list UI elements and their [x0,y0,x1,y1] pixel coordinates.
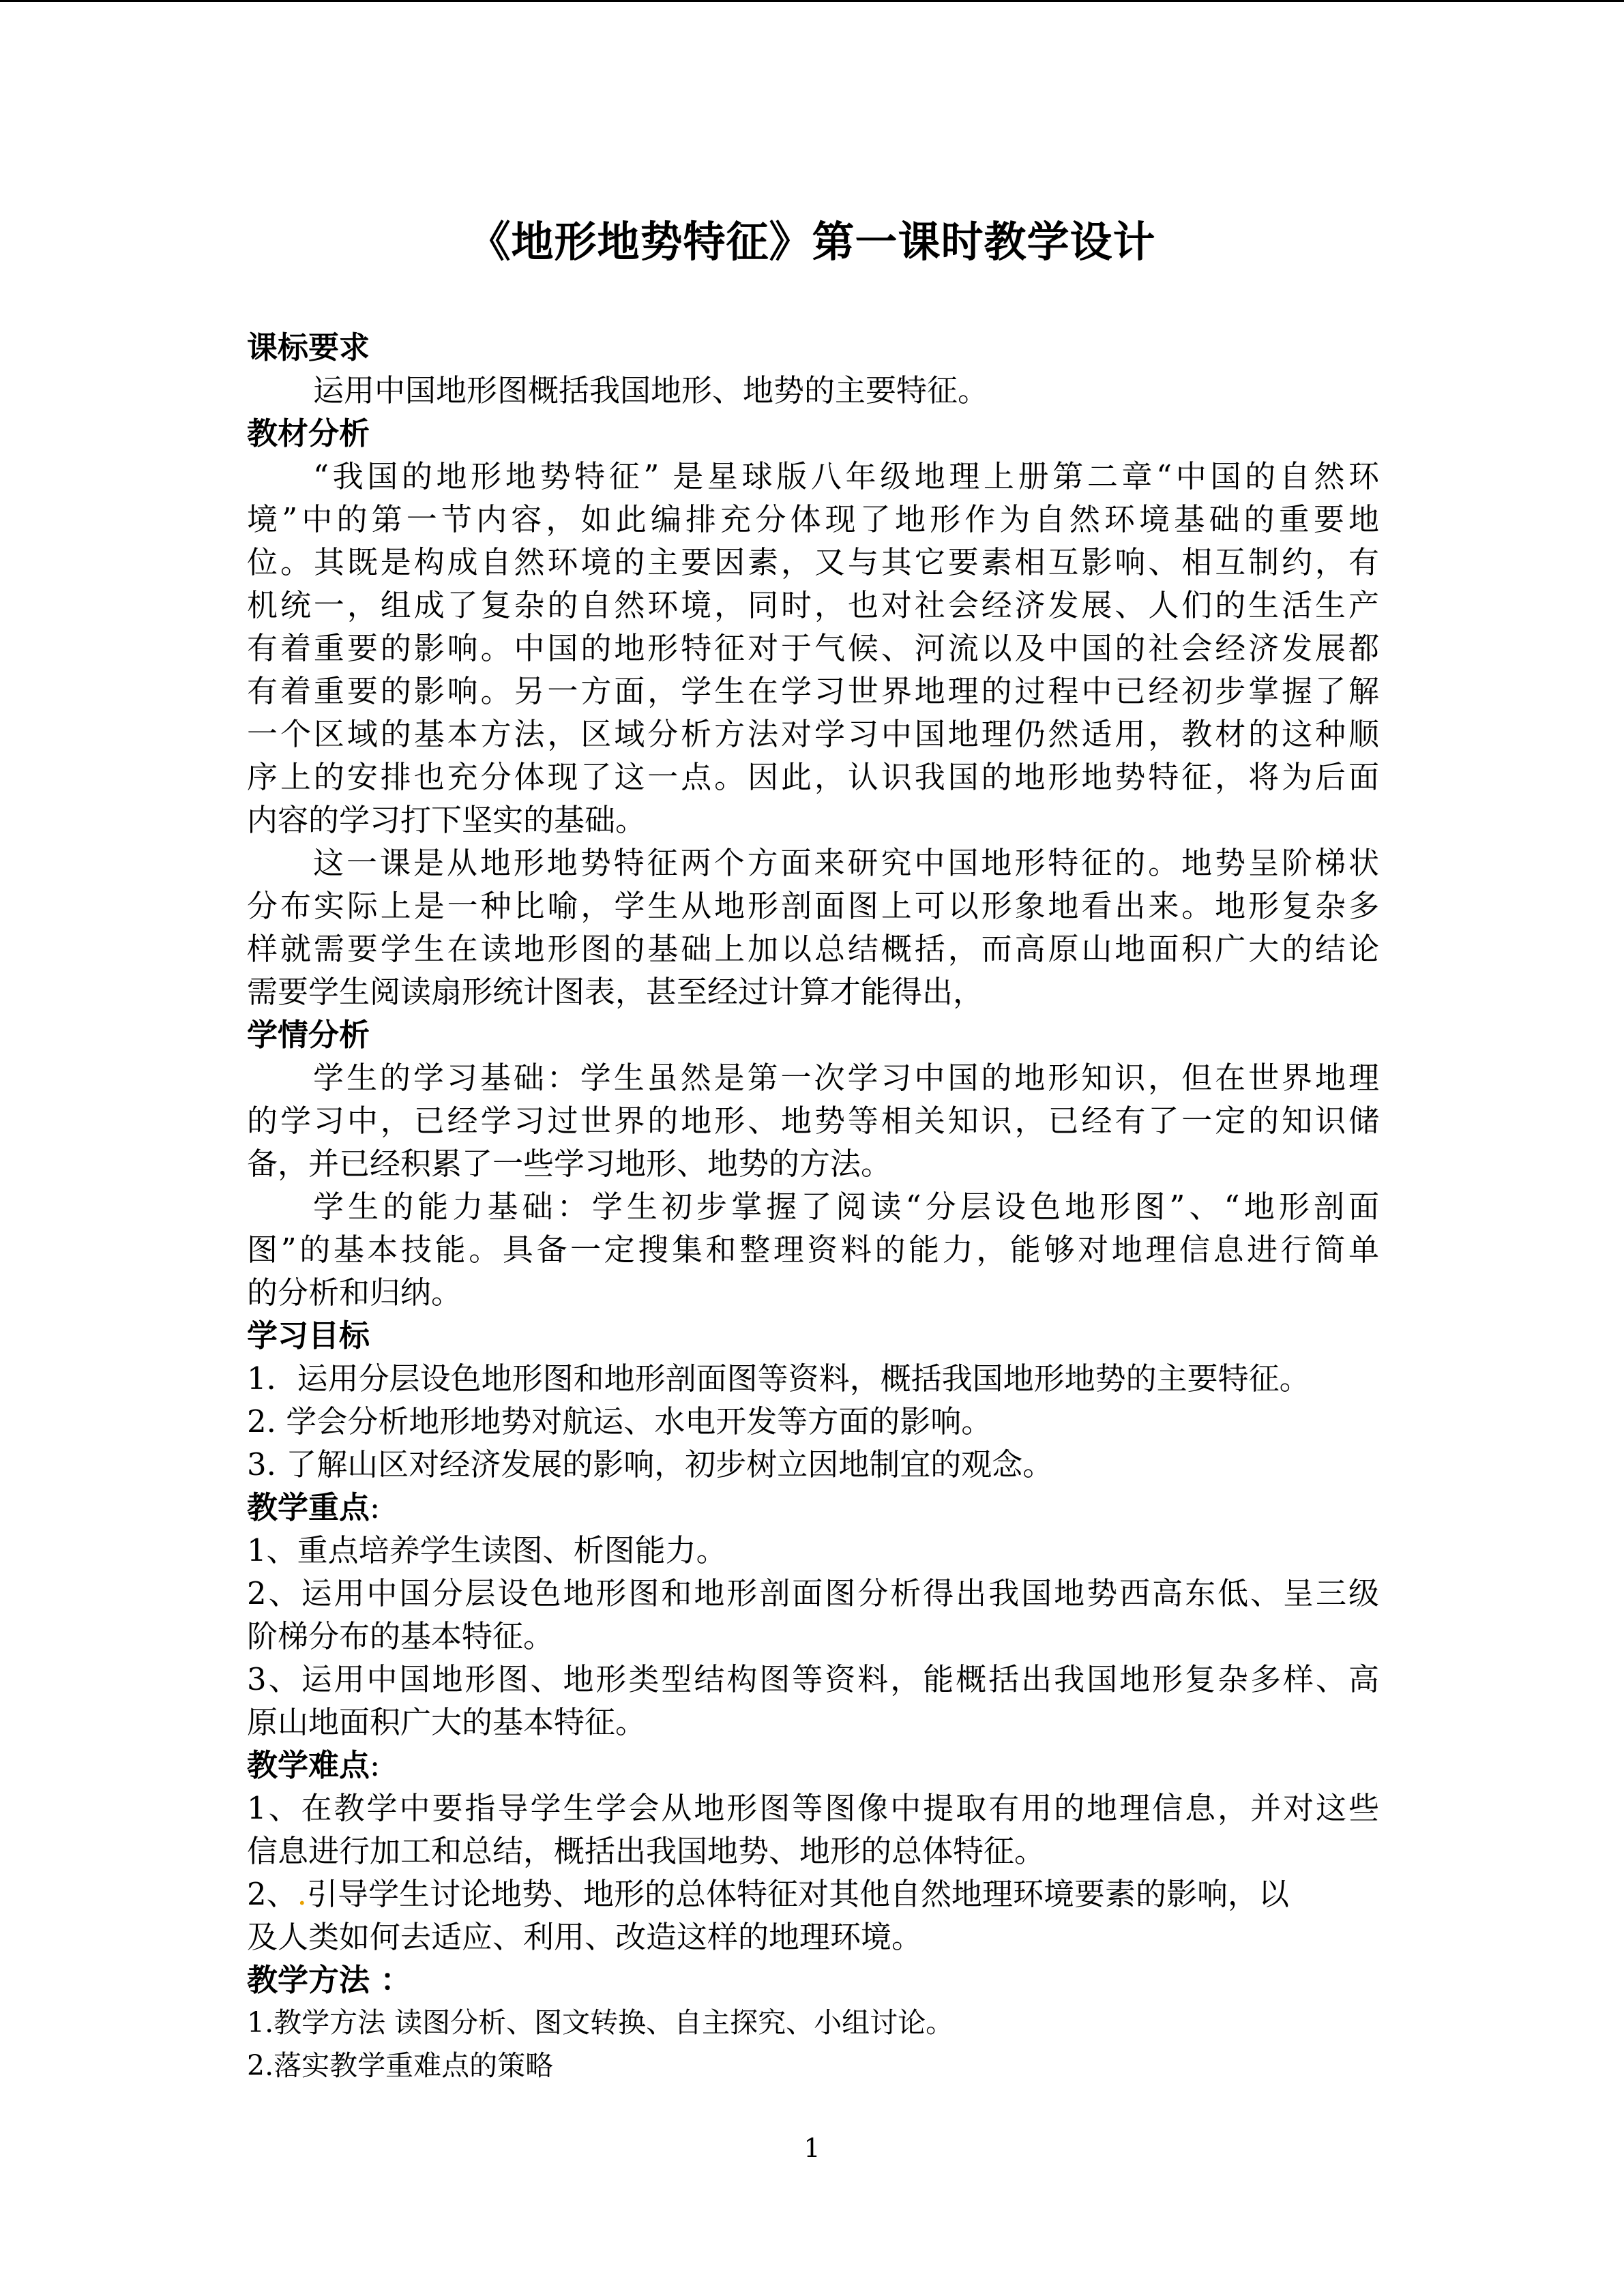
difficulty-item2-prefix: 2、 [247,1876,297,1912]
textbook-p1-line: 位。其既是构成自然环境的主要因素，又与其它要素相互影响、相互制约，有 [247,544,1379,580]
goal-item: 2. 学会分析地形地势对航运、水电开发等方面的影响。 [247,1403,992,1440]
key-points-colon: : [370,1489,381,1525]
method-line: 1.教学方法 读图分析、图文转换、自主探究、小组讨论。 [247,2006,954,2039]
section-heading-methods: 教学方法 ： [247,1962,411,1998]
learner-p1-line: 的学习中，已经学习过世界的地形、地势等相关知识，已经有了一定的知识储 [247,1103,1379,1139]
document-body [247,326,1379,2087]
key-point-line: 原山地面积广大的基本特征。 [247,1704,647,1740]
page-top-rule [0,0,1624,2]
standard-line: 运用中国地形图概括我国地形、地势的主要特征。 [313,372,989,408]
goal-item: 3. 了解山区对经济发展的影响，初步树立因地制宜的观念。 [247,1446,1054,1482]
section-heading-difficulties-row [247,1744,1379,1787]
textbook-p1-line: 序上的安排也充分体现了这一点。因此，认识我国的地形地势特征，将为后面 [247,759,1379,795]
section-heading-textbook: 教材分析 [247,415,370,451]
difficulty-line: 信息进行加工和总结，概括出我国地势、地形的总体特征。 [247,1833,1046,1869]
textbook-p1-line: 内容的学习打下坚实的基础。 [247,802,647,838]
goal-item: 1．运用分层设色地形图和地形剖面图等资料，概括我国地形地势的主要特征。 [247,1360,1310,1397]
textbook-p1-line: 境”中的第一节内容，如此编排充分体现了地形作为自然环境基础的重要地 [247,501,1379,537]
textbook-p1-line: 一个区域的基本方法，区域分析方法对学习中国地理仍然适用，教材的这种顺 [247,716,1379,752]
section-heading-goals: 学习目标 [247,1317,370,1354]
textbook-p2-line: 这一课是从地形地势特征两个方面来研究中国地形特征的。地势呈阶梯状 [313,845,1379,881]
learner-p2-line: 学生的能力基础：学生初步掌握了阅读“分层设色地形图”、“地形剖面 [313,1189,1379,1225]
page-number: 1 [803,2133,821,2163]
section-heading-difficulties: 教学难点 [247,1747,370,1783]
textbook-p1-line: 机统一，组成了复杂的自然环境，同时，也对社会经济发展、人们的生活生产 [247,587,1379,623]
textbook-p1-line: “我国的地形地势特征” 是星球版八年级地理上册第二章“中国的自然环 [313,458,1379,494]
learner-p1-line: 备，并已经积累了一些学习地形、地势的方法。 [247,1146,892,1182]
document-title: 《地形地势特征》第一课时教学设计 [468,217,1156,267]
textbook-p1-line: 有着重要的影响。中国的地形特征对于气候、河流以及中国的社会经济发展都 [247,630,1379,666]
difficulty-line: 1、在教学中要指导学生学会从地形图等图像中提取有用的地理信息，并对这些 [247,1790,1379,1826]
difficulty-item2-text: 引导学生讨论地势、地形的总体特征对其他自然地理环境要素的影响，以 [306,1876,1289,1912]
difficulty-item2-dot: . [297,1876,307,1912]
textbook-p2-line: 需要学生阅读扇形统计图表，甚至经过计算才能得出， [247,974,984,1010]
learner-p2-line: 的分析和归纳。 [247,1274,462,1311]
key-point-line: 2、运用中国分层设色地形图和地形剖面图分析得出我国地势西高东低、呈三级 [247,1575,1379,1611]
section-heading-learner: 学情分析 [247,1017,370,1053]
key-point-line: 1、重点培养学生读图、析图能力。 [247,1532,727,1568]
difficulty-line: 及人类如何去适应、利用、改造这样的地理环境。 [247,1919,923,1955]
textbook-p1-line: 有着重要的影响。另一方面，学生在学习世界地理的过程中已经初步掌握了解 [247,673,1379,709]
key-point-line: 阶梯分布的基本特征。 [247,1618,555,1654]
textbook-p2-line: 样就需要学生在读地形图的基础上加以总结概括，而高原山地面积广大的结论 [247,931,1379,967]
learner-p1-line: 学生的学习基础：学生虽然是第一次学习中国的地形知识，但在世界地理 [313,1060,1379,1096]
section-heading-key-points-row [247,1486,1379,1529]
section-heading-standard: 课标要求 [247,329,370,366]
difficulty-item2-line [247,1873,1379,1915]
learner-p2-line: 图”的基本技能。具备一定搜集和整理资料的能力，能够对地理信息进行简单 [247,1232,1379,1268]
section-heading-key-points: 教学重点 [247,1489,370,1525]
key-point-line: 3、运用中国地形图、地形类型结构图等资料，能概括出我国地形复杂多样、高 [247,1661,1379,1697]
textbook-p2-line: 分布实际上是一种比喻，学生从地形剖面图上可以形象地看出来。地形复杂多 [247,888,1379,924]
method-line: 2.落实教学重难点的策略 [247,2049,554,2082]
difficulties-colon: : [370,1747,381,1783]
